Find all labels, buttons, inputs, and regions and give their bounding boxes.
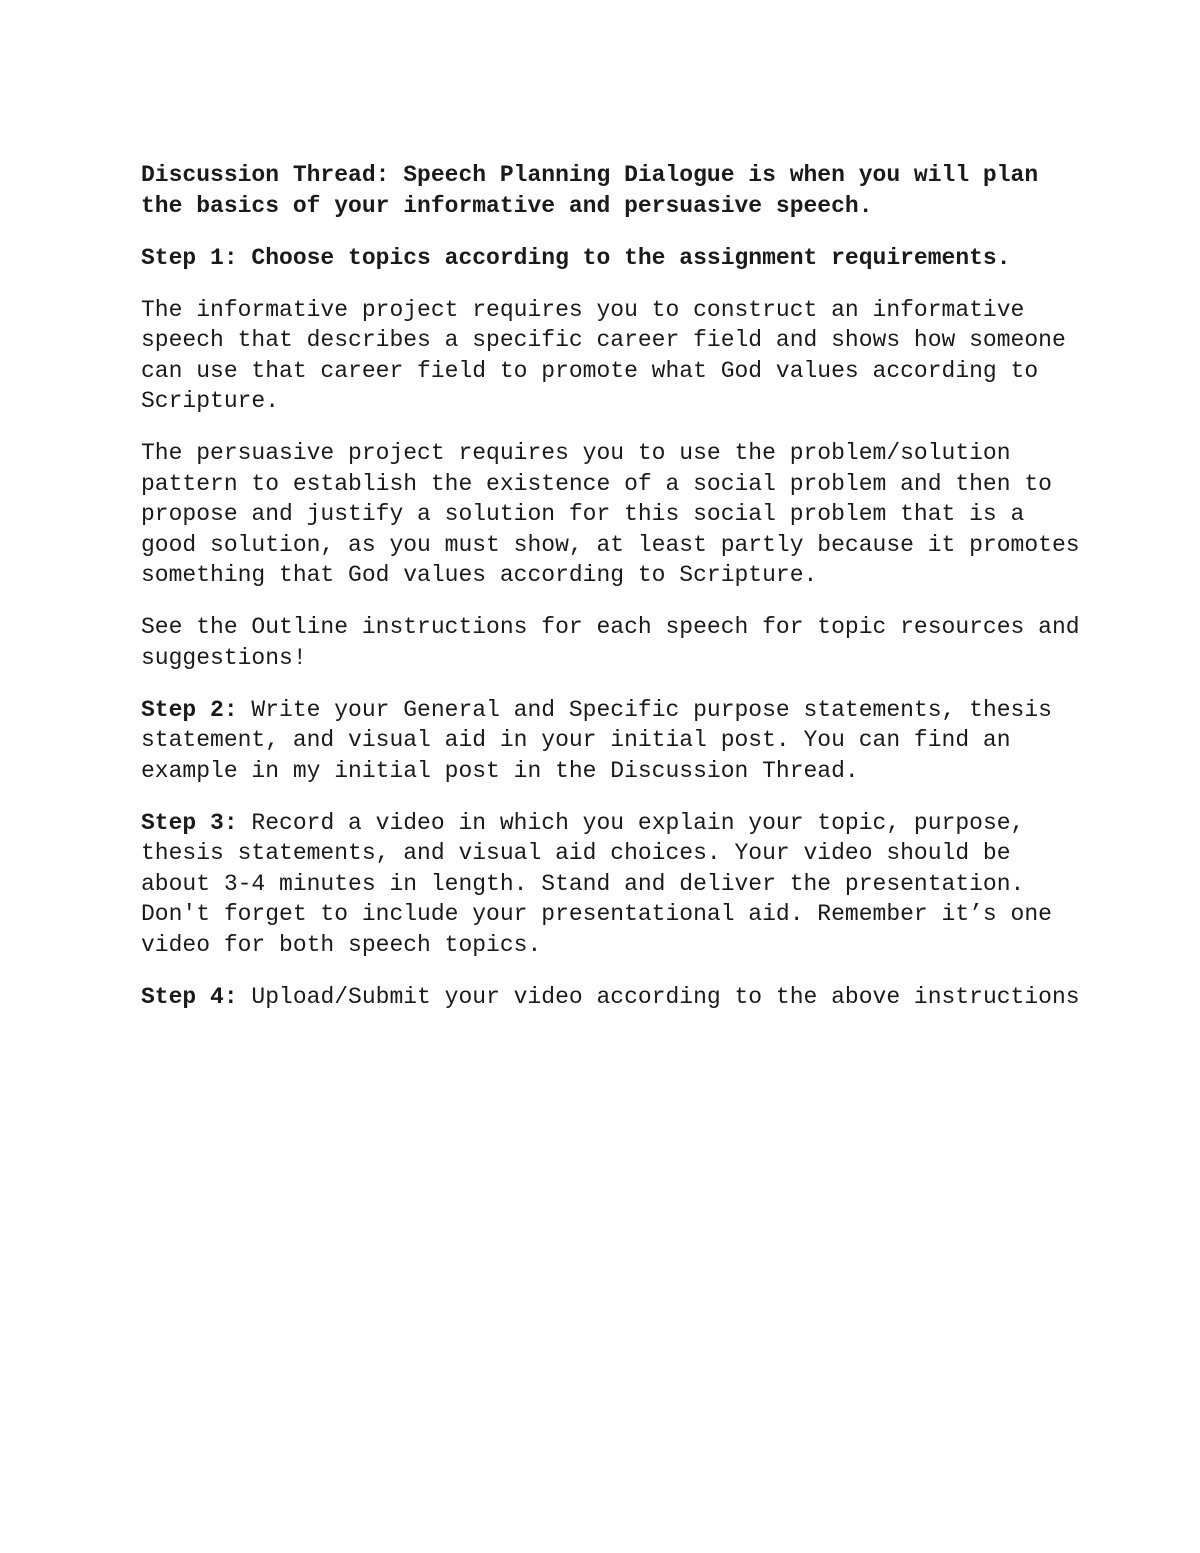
step-4-text: Upload/Submit your video according to the above instructions [237,983,1080,1010]
step-3-paragraph [141,808,1081,961]
step-3-label: Step 3: [141,809,238,836]
step-2-label: Step 2: [141,696,238,723]
step-3-text: Record a video in which you explain your topic, purpose, thesis statements, and visual aid choices. Your video should be about 3-4 minutes in length. Stand and deliver the presentation. Don't forget to include your presentational aid. Remember it’s one video for both speech topics. [141,809,1052,958]
informative-paragraph: The informative project requires you to construct an informative speech that describes a specific career field and shows how someone can use that career field to promote what God values according to Scripture. [141,296,1066,414]
outline-paragraph: See the Outline instructions for each speech for topic resources and suggestions! [141,614,1080,671]
document-heading: Discussion Thread: Speech Planning Dialogue is when you will plan the basics of your informative and persuasive speech. [141,162,1039,219]
step-2-paragraph [141,695,1081,787]
step-1-heading: Step 1: Choose topics according to the assignment requirements. [141,244,1011,271]
step-4-label: Step 4: [141,983,238,1010]
document-body [141,160,1081,1034]
persuasive-paragraph: The persuasive project requires you to use the problem/solution pattern to establish the existence of a social problem and then to propose and justify a solution for this social problem that is a good solution, as you must show, at least partly because it promotes something that God values according to Scripture. [141,440,1080,588]
step-4-paragraph [141,982,1081,1013]
step-2-text: Write your General and Specific purpose statements, thesis statement, and visual aid in your initial post. You can find an example in my initial post in the Discussion Thread. [141,696,1052,784]
